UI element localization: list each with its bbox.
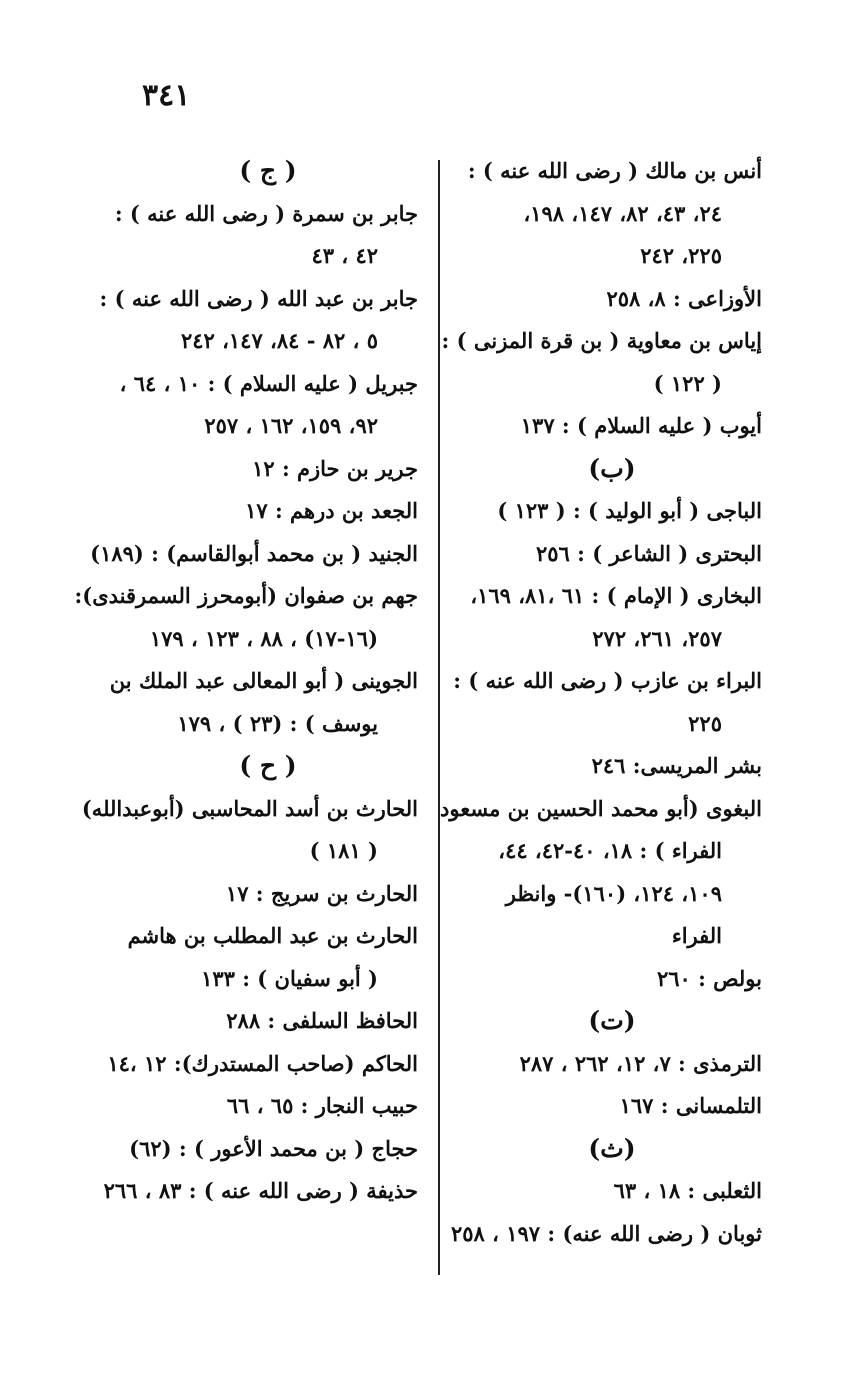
index-entry-continuation: يوسف ) : (٢٣ ) ، ١٧٩	[177, 710, 378, 736]
index-entry-continuation: ١٠٩، ١٢٤، (١٦٠)- وانظر	[505, 880, 722, 906]
index-entry: الحافظ السلفى : ٢٨٨	[226, 1008, 418, 1033]
index-entry: ثوبان ( رضى الله عنه) : ١٩٧ ، ٢٥٨	[451, 1220, 762, 1246]
index-entry: البغوى (أبو محمد الحسين بن مسعود	[440, 795, 762, 821]
index-entry: إياس بن معاوية ( بن قرة المزنى ) :	[441, 328, 762, 353]
letter-heading: ( ج )	[239, 156, 297, 185]
index-entry-continuation: ٥ ، ٨٢ - ٨٤، ١٤٧، ٢٤٢	[180, 328, 378, 353]
index-entry: جرير بن حازم : ١٢	[252, 455, 418, 481]
column-divider	[438, 160, 440, 1275]
index-entry: الجوينى ( أبو المعالى عبد الملك بن	[109, 668, 418, 693]
index-column-right	[440, 150, 762, 1255]
index-entry: جبريل ( عليه السلام ) : ١٠ ، ٦٤ ،	[119, 370, 418, 396]
index-entry-continuation: ٢٤، ٤٣، ٨٢، ١٤٧، ١٩٨،	[523, 200, 722, 226]
index-entry-continuation: ٢٥٧، ٢٦١، ٢٧٢	[592, 625, 722, 651]
index-entry-continuation: ( ١٢٢ )	[653, 370, 722, 396]
index-entry-continuation: ( ١٨١ )	[309, 838, 378, 863]
index-entry-continuation: ٢٢٥، ٢٤٢	[640, 243, 722, 268]
letter-heading: ( ح )	[239, 751, 297, 780]
index-entry: الحاكم (صاحب المستدرك): ١٢ ،١٤	[107, 1050, 418, 1076]
index-entry: جابر بن عبد الله ( رضى الله عنه ) :	[99, 285, 418, 311]
index-entry: الحارث بن سريج : ١٧	[225, 880, 418, 906]
index-entry: أيوب ( عليه السلام ) : ١٣٧	[520, 413, 762, 438]
letter-heading: (ث)	[588, 1133, 636, 1163]
index-entry-continuation: (١٦-١٧) ، ٨٨ ، ١٢٣ ، ١٧٩	[149, 625, 378, 651]
index-entry: الثعلبى : ١٨ ، ٦٣	[613, 1178, 762, 1203]
index-entry: حبيب النجار : ٦٥ ، ٦٦	[226, 1093, 418, 1118]
index-entry: الأوزاعى : ٨، ٢٥٨	[606, 285, 762, 311]
index-entry: بشر المريسى: ٢٤٦	[591, 753, 762, 778]
index-entry: بولص : ٢٦٠	[656, 965, 762, 991]
index-column-left	[74, 150, 418, 1213]
index-entry: الجعد بن درهم : ١٧	[245, 498, 418, 523]
index-entry: البحترى ( الشاعر ) : ٢٥٦	[536, 540, 762, 566]
index-entry: الحارث بن عبد المطلب بن هاشم	[127, 923, 418, 948]
index-entry: حذيفة ( رضى الله عنه ) : ٨٣ ، ٢٦٦	[103, 1178, 418, 1203]
index-entry: الباجى ( أبو الوليد ) : ( ١٢٣ )	[497, 498, 762, 523]
index-entry: البراء بن عازب ( رضى الله عنه ) :	[453, 668, 762, 693]
index-entry-continuation: ٢٢٥	[688, 710, 722, 736]
index-entry-continuation: ( أبو سفيان ) : ١٣٣	[201, 965, 378, 991]
page-number: ٣٤١	[142, 78, 191, 113]
index-entry: أنس بن مالك ( رضى الله عنه ) :	[467, 158, 762, 183]
letter-heading: (ب)	[588, 453, 636, 483]
index-entry: حجاج ( بن محمد الأعور ) : (٦٢)	[129, 1135, 418, 1161]
index-entry: جابر بن سمرة ( رضى الله عنه ) :	[114, 200, 418, 226]
index-entry: التلمسانى : ١٦٧	[619, 1093, 762, 1118]
index-entry: الحارث بن أسد المحاسبى (أبوعبدالله)	[81, 795, 418, 821]
index-entry: البخارى ( الإمام ) : ٦١ ،٨١، ١٦٩،	[470, 583, 762, 608]
index-entry: جهم بن صفوان (أبومحرز السمرقندى):	[74, 583, 418, 608]
index-entry-continuation: ٩٢، ١٥٩، ١٦٢ ، ٢٥٧	[204, 413, 378, 438]
letter-heading: (ت)	[588, 1006, 636, 1035]
index-entry: الجنيد ( بن محمد أبوالقاسم) : (١٨٩)	[90, 540, 418, 566]
index-entry: الترمذى : ٧، ١٢، ٢٦٢ ، ٢٨٧	[519, 1050, 762, 1076]
index-entry-continuation: الفراء ) : ١٨، ٤٠-٤٢، ٤٤،	[498, 838, 722, 863]
index-entry-continuation: ٤٢ ، ٤٣	[311, 243, 378, 268]
index-entry-continuation: الفراء	[671, 923, 722, 948]
